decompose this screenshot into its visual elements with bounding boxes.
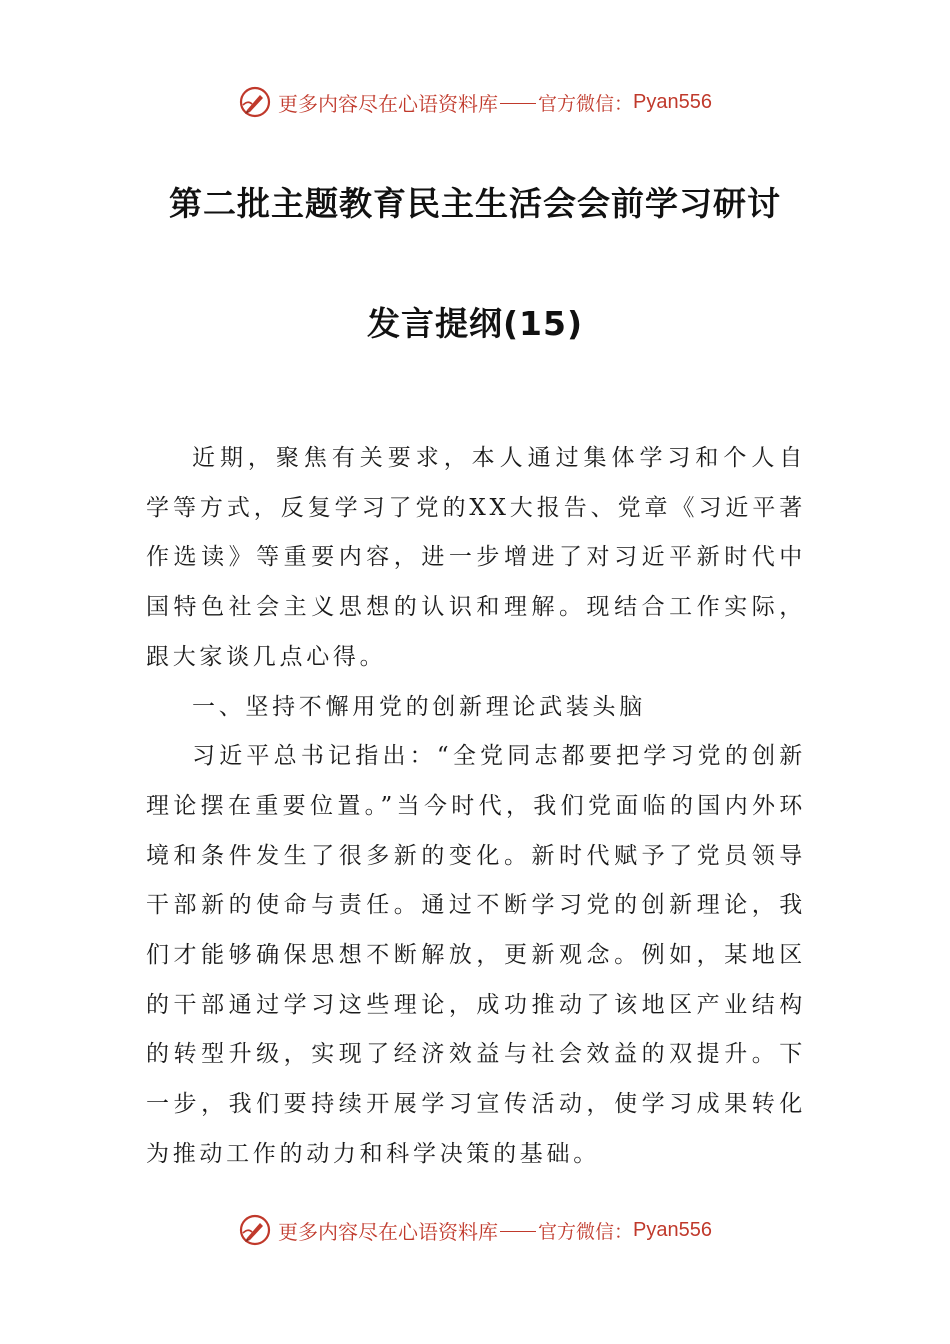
banner-text: 更多内容尽在心语资料库 bbox=[278, 1219, 498, 1244]
banner-dash bbox=[500, 103, 536, 104]
body-paragraph: 习近平总书记指出：“全党同志都要把学习党的创新理论摆在重要位置。”当今时代，我们党面临的国内外环境和条件发生了很多新的变化。新时代赋予了党员领导干部新的使命与责任。通过不断学习党的创新理论，我们才能够确保思想不断解放，更新观念。例如，某地区的干部通过学习这些理论，成功推动了该地区产业结构的转型升级，实现了经济效益与社会效益的双提升。下一步，我们要持续开展学习宣传活动，使学习成果转化为推动工作的动力和科学决策的基础。 bbox=[146, 743, 806, 1167]
section-heading: 一、坚持不懈用党的创新理论武装头脑 bbox=[192, 693, 646, 720]
wechat-id: Pyan556 bbox=[633, 1218, 712, 1241]
pen-logo-icon bbox=[238, 85, 272, 119]
document-body bbox=[146, 434, 806, 1180]
banner-dash bbox=[500, 1231, 536, 1232]
pen-logo-icon bbox=[238, 1213, 272, 1247]
intro-paragraph: 近期，聚焦有关要求，本人通过集体学习和个人自学等方式，反复学习了党的XX大报告、党章《习近平著作选读》等重要内容，进一步增进了对习近平新时代中国特色社会主义思想的认识和理解。现结合工作实际，跟大家谈几点心得。 bbox=[146, 445, 806, 670]
document-title-line-1: 第二批主题教育民主生活会会前学习研讨 bbox=[169, 184, 781, 223]
wechat-id: Pyan556 bbox=[633, 90, 712, 113]
document-title-line-2: 发言提纲(15) bbox=[366, 304, 584, 343]
banner-text: 更多内容尽在心语资料库 bbox=[278, 91, 498, 116]
footer-watermark-banner bbox=[0, 1210, 950, 1250]
wechat-label: 官方微信： bbox=[538, 92, 634, 115]
wechat-label: 官方微信： bbox=[538, 1220, 634, 1243]
header-watermark-banner bbox=[0, 82, 950, 122]
